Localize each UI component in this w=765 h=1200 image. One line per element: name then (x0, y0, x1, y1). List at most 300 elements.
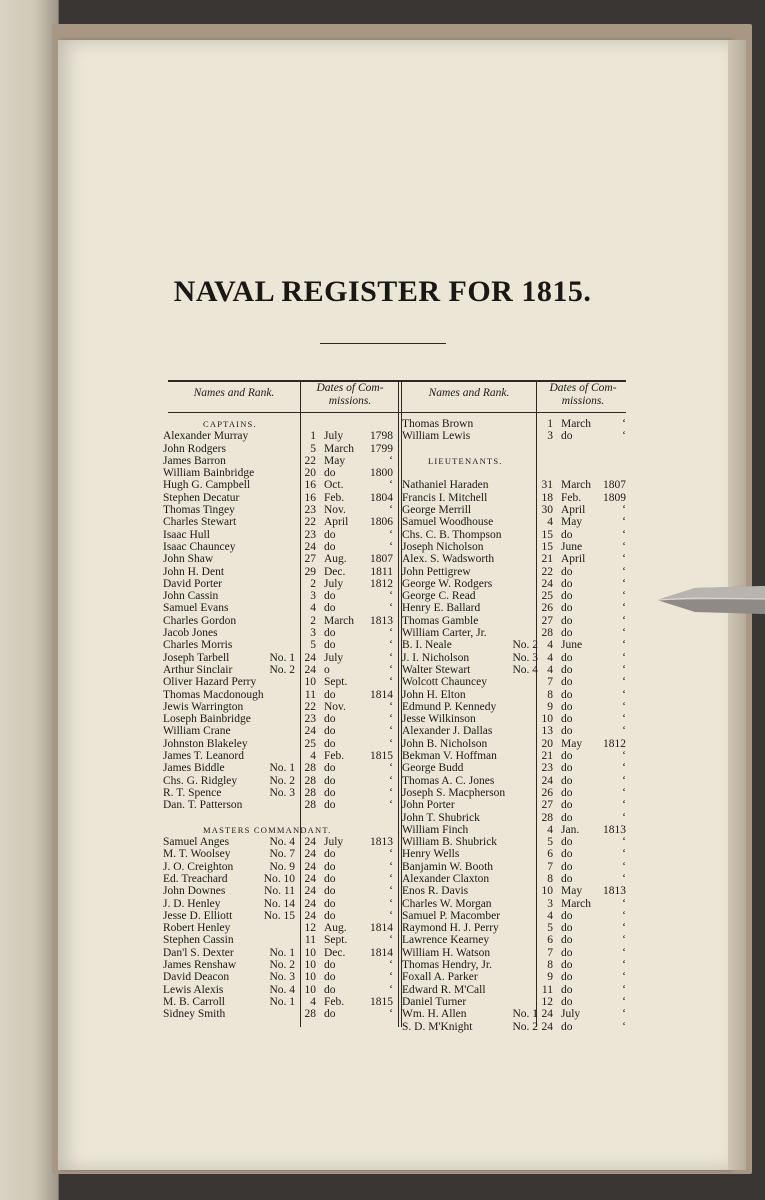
commission-day: 23 (304, 528, 316, 541)
header-dates-left: Dates of Com- missions. (316, 382, 384, 407)
officer-name: Walter Stewart (402, 663, 471, 676)
commission-year: ‘ (622, 614, 626, 627)
commission-day: 23 (304, 504, 316, 517)
commission-year: 1813 (603, 823, 626, 836)
commission-month: Feb. (324, 491, 345, 504)
commission-day: 9 (547, 700, 553, 713)
commission-year: ‘ (389, 627, 393, 640)
commission-month: do (561, 811, 573, 824)
officer-name: Jewis Warrington (163, 700, 244, 713)
commission-year: 1813 (370, 614, 393, 627)
commission-day: 25 (304, 737, 316, 750)
officer-name: R. T. Spence (163, 786, 222, 799)
officer-name: Charles Gordon (163, 614, 237, 627)
commission-month: Feb. (324, 995, 345, 1008)
table-row (402, 836, 626, 848)
officer-name: Francis I. Mitchell (402, 491, 488, 504)
commission-day: 24 (304, 848, 316, 861)
metal-bookmark-icon (655, 582, 765, 618)
section-heading (163, 418, 395, 430)
commission-month: Nov. (324, 504, 346, 517)
officer-name: Chs. C. B. Thompson (402, 528, 502, 541)
commission-day: 7 (547, 946, 553, 959)
officer-name: Nathaniel Haraden (402, 479, 489, 492)
table-row (163, 738, 395, 750)
commission-day: 11 (304, 934, 316, 947)
commission-year: ‘ (622, 995, 626, 1008)
commission-month: do (561, 762, 573, 775)
seniority-number: No. 11 (264, 885, 295, 898)
commission-year: ‘ (389, 504, 393, 517)
commission-month: do (561, 983, 573, 996)
officer-name: Thomas Gamble (402, 614, 479, 627)
table-row (402, 639, 626, 651)
commission-month: do (561, 590, 573, 603)
officer-name: Thomas Brown (402, 418, 474, 430)
officer-name: Samuel Woodhouse (402, 516, 494, 529)
officer-name: Arthur Sinclair (163, 663, 233, 676)
table-row (402, 787, 626, 799)
commission-year: ‘ (622, 762, 626, 775)
commission-month: April (561, 553, 586, 566)
commission-year: ‘ (389, 799, 393, 812)
table-row (163, 627, 395, 639)
officer-name: David Porter (163, 577, 223, 590)
officer-name: Charles Morris (163, 639, 233, 652)
commission-month: do (561, 430, 573, 443)
commission-day: 22 (304, 516, 316, 529)
commission-year: ‘ (622, 946, 626, 959)
table-row (163, 529, 395, 541)
commission-day: 4 (310, 750, 316, 763)
officer-name: William H. Watson (402, 946, 491, 959)
officer-name: S. D. M'Knight (402, 1020, 473, 1033)
table-row (163, 959, 395, 971)
officer-name: M. B. Carroll (163, 995, 225, 1008)
commission-day: 22 (304, 700, 316, 713)
table-row (402, 984, 626, 996)
table-row (163, 602, 395, 614)
commission-year: ‘ (622, 725, 626, 738)
commission-year: 1814 (370, 946, 393, 959)
table-row (402, 762, 626, 774)
table-row (402, 898, 626, 910)
page-title: NAVAL REGISTER FOR 1815. (173, 275, 592, 308)
commission-year: ‘ (622, 1008, 626, 1021)
commission-month: do (324, 872, 336, 885)
officer-name: John T. Shubrick (402, 811, 480, 824)
commission-year: ‘ (389, 848, 393, 861)
commission-month: do (561, 774, 573, 787)
commission-month: Feb. (561, 491, 582, 504)
commission-year: 1812 (603, 737, 626, 750)
commission-year: 1809 (603, 491, 626, 504)
commission-month: March (561, 418, 592, 430)
officer-name: Thomas Macdonough (163, 688, 264, 701)
officer-name: Isaac Hull (163, 528, 210, 541)
commission-day: 24 (304, 651, 316, 664)
commission-year: ‘ (389, 737, 393, 750)
commission-day: 24 (304, 540, 316, 553)
commission-year: ‘ (389, 590, 393, 603)
table-row (402, 959, 626, 971)
commission-month: do (324, 528, 336, 541)
commission-year: 1814 (370, 922, 393, 935)
commission-day: 24 (304, 725, 316, 738)
officer-name: Raymond H. J. Perry (402, 922, 499, 935)
officer-name: B. I. Neale (402, 639, 452, 652)
table-row (402, 873, 626, 885)
commission-month: May (561, 737, 583, 750)
officer-name: Foxall A. Parker (402, 971, 478, 984)
commission-month: do (561, 922, 573, 935)
commission-year: 1807 (370, 553, 393, 566)
commission-day: 4 (310, 995, 316, 1008)
commission-month: do (561, 676, 573, 689)
table-row (163, 725, 395, 737)
commission-day: 4 (310, 602, 316, 615)
commission-day: 10 (304, 971, 316, 984)
commission-day: 15 (541, 540, 553, 553)
commission-year: ‘ (622, 848, 626, 861)
officer-name: George C. Read (402, 590, 476, 603)
officer-name: Banjamin W. Booth (402, 860, 494, 873)
commission-year: ‘ (622, 1020, 626, 1033)
table-row (402, 971, 626, 983)
table-row (402, 566, 626, 578)
commission-day: 28 (304, 786, 316, 799)
commission-month: do (561, 995, 573, 1008)
commission-month: do (561, 614, 573, 627)
officer-name: William B. Shubrick (402, 836, 498, 849)
commission-month: May (324, 454, 346, 467)
table-row (402, 664, 626, 676)
seniority-number: No. 4 (269, 836, 295, 849)
commission-year: ‘ (622, 565, 626, 578)
officer-name: David Deacon (163, 971, 230, 984)
commission-month: do (324, 959, 336, 972)
officer-name: Joseph Nicholson (402, 540, 484, 553)
table-row (163, 934, 395, 946)
divider-center-a (398, 382, 399, 1027)
commission-year: ‘ (389, 971, 393, 984)
seniority-number: No. 2 (512, 639, 538, 652)
table-row (402, 799, 626, 811)
officer-name: James Renshaw (163, 959, 237, 972)
commission-year: 1811 (370, 565, 393, 578)
commission-month: do (324, 909, 336, 922)
commission-year: ‘ (622, 811, 626, 824)
commission-day: 21 (541, 750, 553, 763)
commission-year: ‘ (622, 418, 626, 430)
commission-day: 20 (304, 467, 316, 480)
table-row (402, 1021, 626, 1033)
commission-year: ‘ (389, 713, 393, 726)
table-row (402, 590, 626, 602)
commission-month: do (561, 786, 573, 799)
commission-day: 23 (304, 713, 316, 726)
commission-month: July (561, 1008, 581, 1021)
commission-month: do (324, 860, 336, 873)
officer-name: Stephen Cassin (163, 934, 234, 947)
commission-day: 3 (547, 430, 553, 443)
commission-month: do (324, 786, 336, 799)
commission-day: 10 (541, 885, 553, 898)
commission-day: 5 (547, 922, 553, 935)
commission-month: do (324, 762, 336, 775)
commission-month: do (561, 909, 573, 922)
commission-year: ‘ (622, 860, 626, 873)
commission-month: do (324, 897, 336, 910)
table-row (402, 738, 626, 750)
table-row (402, 676, 626, 688)
commission-year: ‘ (389, 639, 393, 652)
officer-name: Jesse Wilkinson (402, 713, 476, 726)
commission-day: 10 (304, 959, 316, 972)
commission-year: ‘ (389, 725, 393, 738)
table-row (402, 996, 626, 1008)
commission-month: do (561, 577, 573, 590)
commission-day: 12 (304, 922, 316, 935)
table-row (163, 799, 395, 811)
commission-month: do (561, 1020, 573, 1033)
commission-month: March (561, 897, 592, 910)
commission-day: 4 (547, 909, 553, 922)
commission-day: 4 (547, 651, 553, 664)
commission-day: 3 (310, 627, 316, 640)
commission-day: 8 (547, 688, 553, 701)
blank-row (402, 443, 626, 455)
table-row (163, 578, 395, 590)
table-row (163, 430, 395, 442)
officer-name: Bekman V. Hoffman (402, 750, 497, 763)
commission-year: ‘ (622, 651, 626, 664)
commission-year: ‘ (389, 700, 393, 713)
commission-day: 16 (304, 479, 316, 492)
commission-day: 21 (541, 553, 553, 566)
officer-name: George Merrill (402, 504, 472, 517)
commission-day: 28 (541, 627, 553, 640)
commission-year: ‘ (622, 786, 626, 799)
commission-day: 5 (310, 442, 316, 455)
commission-year: ‘ (389, 528, 393, 541)
officer-name: Daniel Turner (402, 995, 467, 1008)
commission-month: do (561, 860, 573, 873)
commission-day: 24 (541, 1008, 553, 1021)
commission-day: 4 (547, 663, 553, 676)
table-row (163, 971, 395, 983)
commission-day: 27 (541, 614, 553, 627)
table-row (163, 762, 395, 774)
right-column (402, 418, 626, 1033)
officer-name: Alexander J. Dallas (402, 725, 493, 738)
officer-name: John Downes (163, 885, 226, 898)
table-row (163, 750, 395, 762)
commission-year: ‘ (389, 897, 393, 910)
seniority-number: No. 7 (269, 848, 295, 861)
commission-day: 2 (310, 614, 316, 627)
commission-day: 27 (304, 553, 316, 566)
commission-month: do (561, 528, 573, 541)
officer-name: James T. Leanord (163, 750, 245, 763)
header-names-left: Names and Rank. (193, 387, 275, 399)
commission-year: ‘ (622, 540, 626, 553)
commission-month: do (324, 725, 336, 738)
table-row (163, 664, 395, 676)
commission-month: Sept. (324, 676, 348, 689)
header-dates-right: Dates of Com- missions. (549, 382, 617, 407)
commission-day: 13 (541, 725, 553, 738)
officer-name: Samuel Evans (163, 602, 229, 615)
commission-day: 28 (304, 799, 316, 812)
seniority-number: No. 15 (263, 909, 295, 922)
officer-name: Alexander Claxton (402, 872, 490, 885)
commission-month: Sept. (324, 934, 348, 947)
officer-name: John Pettigrew (402, 565, 471, 578)
commission-day: 10 (304, 983, 316, 996)
commission-month: April (561, 504, 586, 517)
table-row (163, 787, 395, 799)
commission-month: April (324, 516, 349, 529)
commission-year: ‘ (622, 577, 626, 590)
commission-year: ‘ (389, 651, 393, 664)
commission-year: ‘ (622, 897, 626, 910)
commission-year: ‘ (622, 799, 626, 812)
commission-year: ‘ (389, 983, 393, 996)
officer-name: Enos R. Davis (402, 885, 469, 898)
commission-day: 15 (541, 528, 553, 541)
commission-year: 1813 (370, 836, 393, 849)
table-row (163, 676, 395, 688)
commission-month: do (324, 540, 336, 553)
commission-year: 1813 (603, 885, 626, 898)
officer-name: Thomas A. C. Jones (402, 774, 495, 787)
officer-name: Oliver Hazard Perry (163, 676, 257, 689)
seniority-number: No. 2 (512, 1020, 538, 1033)
commission-year: 1799 (370, 442, 393, 455)
commission-month: May (561, 885, 583, 898)
officer-name: James Biddle (163, 762, 225, 775)
commission-year: ‘ (622, 750, 626, 763)
officer-name: Alex. S. Wadsworth (402, 553, 495, 566)
commission-month: do (561, 725, 573, 738)
commission-day: 30 (541, 504, 553, 517)
table-row (402, 430, 626, 442)
commission-month: Aug. (324, 553, 347, 566)
commission-day: 28 (304, 1008, 316, 1021)
commission-year: ‘ (622, 602, 626, 615)
commission-day: 22 (541, 565, 553, 578)
officer-name: Lawrence Kearney (402, 934, 490, 947)
table-row (163, 566, 395, 578)
commission-year: 1800 (370, 467, 393, 480)
commission-year: ‘ (622, 922, 626, 935)
commission-day: 22 (304, 454, 316, 467)
commission-day: 2 (310, 577, 316, 590)
table-row (402, 775, 626, 787)
commission-month: do (561, 688, 573, 701)
commission-month: do (561, 872, 573, 885)
commission-year: ‘ (622, 836, 626, 849)
officer-name: Samuel Anges (163, 836, 230, 849)
blank-row (163, 812, 395, 824)
commission-month: Feb. (324, 750, 345, 763)
officer-name: Samuel P. Macomber (402, 909, 501, 922)
table-row (163, 553, 395, 565)
commission-day: 28 (541, 811, 553, 824)
seniority-number: No. 1 (269, 995, 295, 1008)
commission-month: do (561, 848, 573, 861)
seniority-number: No. 3 (269, 971, 295, 984)
table-row (402, 689, 626, 701)
commission-day: 24 (541, 1020, 553, 1033)
officer-name: Wm. H. Allen (402, 1008, 467, 1021)
table-row (163, 615, 395, 627)
title-rule (320, 343, 446, 344)
commission-day: 1 (547, 418, 553, 430)
table-row (163, 984, 395, 996)
commission-day: 29 (304, 565, 316, 578)
commission-month: June (561, 540, 583, 553)
officer-name: Henry Wells (402, 848, 460, 861)
commission-year: ‘ (622, 959, 626, 972)
commission-year: ‘ (389, 885, 393, 898)
section-heading (402, 455, 626, 467)
commission-day: 20 (541, 737, 553, 750)
commission-year: ‘ (622, 553, 626, 566)
officer-name: Wolcott Chauncey (402, 676, 487, 689)
commission-year: ‘ (622, 983, 626, 996)
officer-name: Loseph Bainbridge (163, 713, 251, 726)
commission-month: do (324, 590, 336, 603)
table-row (402, 701, 626, 713)
table-header-rule (168, 412, 626, 413)
commission-day: 5 (547, 836, 553, 849)
commission-month: do (324, 688, 336, 701)
commission-month: March (324, 614, 355, 627)
officer-name: Thomas Tingey (163, 504, 235, 517)
commission-month: o (324, 663, 330, 676)
commission-year: 1812 (370, 577, 393, 590)
officer-name: J. D. Henley (163, 897, 221, 910)
commission-day: 6 (547, 934, 553, 947)
commission-day: 4 (547, 639, 553, 652)
commission-month: do (324, 713, 336, 726)
commission-day: 3 (310, 590, 316, 603)
commission-day: 26 (541, 602, 553, 615)
header-names-right: Names and Rank. (428, 387, 510, 399)
table-row (163, 861, 395, 873)
table-row (402, 492, 626, 504)
commission-year: 1807 (603, 479, 626, 492)
commission-month: do (324, 639, 336, 652)
section-heading-text: MASTERS COMMANDANT. (203, 824, 332, 835)
table-row (163, 689, 395, 701)
seniority-number: No. 10 (263, 872, 295, 885)
commission-day: 25 (541, 590, 553, 603)
commission-year: ‘ (389, 676, 393, 689)
commission-year: 1814 (370, 688, 393, 701)
commission-day: 4 (547, 516, 553, 529)
table-row (163, 701, 395, 713)
commission-year: ‘ (389, 1008, 393, 1021)
seniority-number: No. 1 (512, 1008, 538, 1021)
seniority-number: No. 1 (269, 762, 295, 775)
table-row (402, 479, 626, 491)
officer-name: John Cassin (163, 590, 219, 603)
commission-day: 24 (304, 909, 316, 922)
table-row (163, 713, 395, 725)
